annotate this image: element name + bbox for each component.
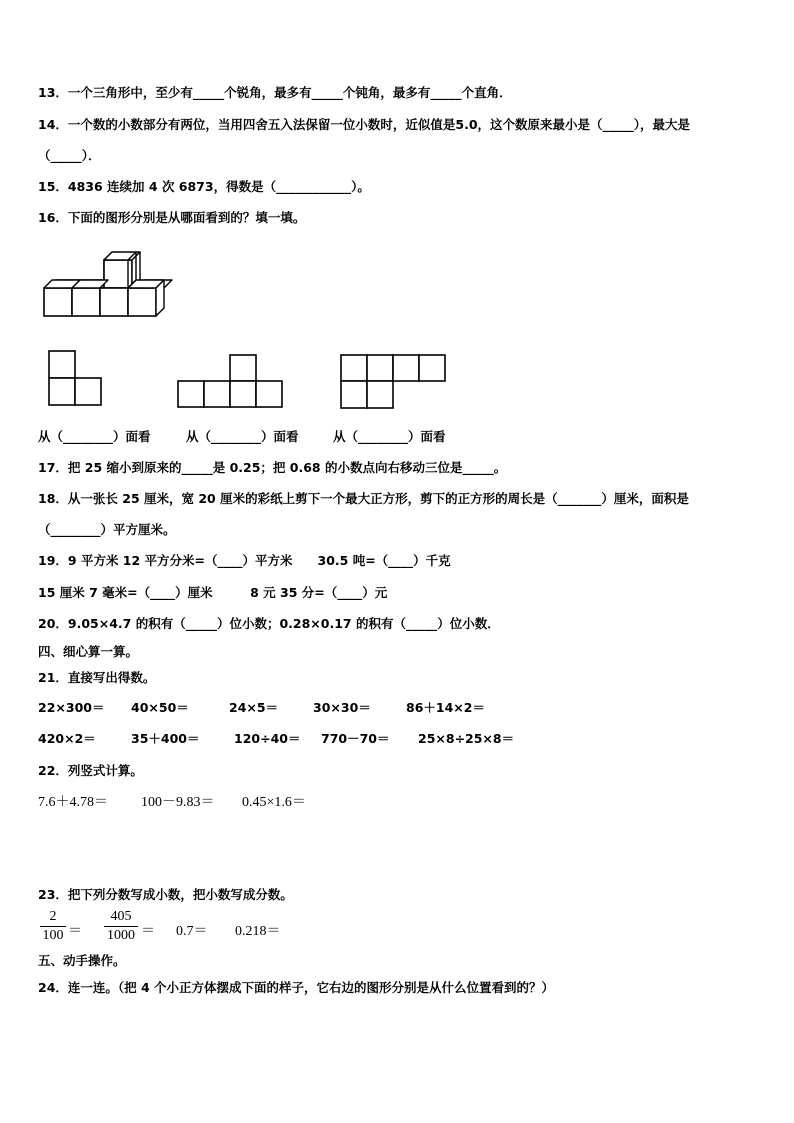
q19-text-line1: 19．9 平方米 12 平方分米=（____）平方米 30.5 吨=（____）千克: [38, 553, 451, 568]
q21-item: 25×8÷25×8＝: [418, 731, 515, 746]
q23-decimal: 0.7＝: [176, 924, 208, 939]
fraction-numerator: 405: [110, 909, 132, 924]
equals-sign: ＝: [141, 924, 155, 939]
section-5-heading: 五、动手操作。: [38, 953, 126, 968]
view-figure-2: [176, 352, 288, 416]
cube-face: [44, 288, 72, 316]
view-label-2: 从（________）面看: [186, 429, 299, 444]
cube-face: [72, 288, 100, 316]
q21-item: 420×2＝: [38, 731, 96, 746]
q22-item: 100－9.83＝: [141, 795, 215, 810]
q21-item: 120÷40＝: [234, 731, 301, 746]
q23-fraction: [104, 909, 138, 944]
q19-text-line2: 15 厘米 7 毫米=（____）厘米 8 元 35 分=（____）元: [38, 585, 388, 600]
q15-text: 15．4836 连续加 4 次 6873，得数是（____________）。: [38, 179, 370, 194]
fraction-numerator: 2: [49, 909, 57, 924]
q21-item: 22×300＝: [38, 700, 105, 715]
q22-text: 22．列竖式计算。: [38, 763, 143, 778]
view-label-3: 从（________）面看: [333, 429, 446, 444]
q22-item: 7.6＋4.78＝: [38, 795, 108, 810]
view-label-1: 从（________）面看: [38, 429, 151, 444]
section-4-heading: 四、细心算一算。: [38, 644, 139, 659]
cube-face: [100, 288, 128, 316]
q16-text: 16．下面的图形分别是从哪面看到的？填一填。: [38, 210, 306, 225]
q23-fraction: [40, 909, 66, 944]
q21-item: 40×50＝: [131, 700, 189, 715]
q18-text-line1: 18．从一张长 25 厘米，宽 20 厘米的彩纸上剪下一个最大正方形，剪下的正方形的周长是（_______）厘米，面积是: [38, 491, 689, 506]
q14-text-line1: 14．一个数的小数部分有两位，当用四舍五入法保留一位小数时，近似值是5.0，这个数原来最小是（_____），最大是: [38, 117, 691, 132]
q18-text-line2: （________）平方厘米。: [38, 522, 176, 537]
q23-decimal: 0.218＝: [235, 924, 281, 939]
fraction-denominator: 100: [42, 928, 64, 943]
q20-text: 20．9.05×4.7 的积有（_____）位小数；0.28×0.17 的积有（_____）位小数．: [38, 616, 500, 631]
fraction-denominator: 1000: [107, 928, 135, 943]
view-figure-1: [46, 348, 116, 412]
q21-item: 30×30＝: [313, 700, 371, 715]
equals-sign: ＝: [68, 924, 82, 939]
q14-text-line2: （_____）．: [38, 148, 101, 163]
q22-item: 0.45×1.6＝: [242, 795, 306, 810]
q23-text: 23．把下列分数写成小数，把小数写成分数。: [38, 887, 293, 902]
q21-item: 86＋14×2＝: [406, 700, 485, 715]
q21-item: 24×5＝: [229, 700, 279, 715]
cube-figure: [40, 246, 180, 328]
q13-text: 13．一个三角形中，至少有_____个锐角，最多有_____个钝角，最多有_____个直角．: [38, 85, 512, 100]
q17-text: 17．把 25 缩小到原来的_____是 0.25；把 0.68 的小数点向右移动三位是_____。: [38, 460, 507, 475]
q21-item: 770－70＝: [321, 731, 390, 746]
view-figure-3: [338, 352, 450, 416]
q24-text: 24．连一连。（把 4 个小正方体摆成下面的样子，它右边的图形分别是从什么位置看到的？）: [38, 980, 555, 995]
q21-item: 35＋400＝: [131, 731, 200, 746]
cube-face: [128, 288, 156, 316]
q21-text: 21．直接写出得数。: [38, 670, 156, 685]
